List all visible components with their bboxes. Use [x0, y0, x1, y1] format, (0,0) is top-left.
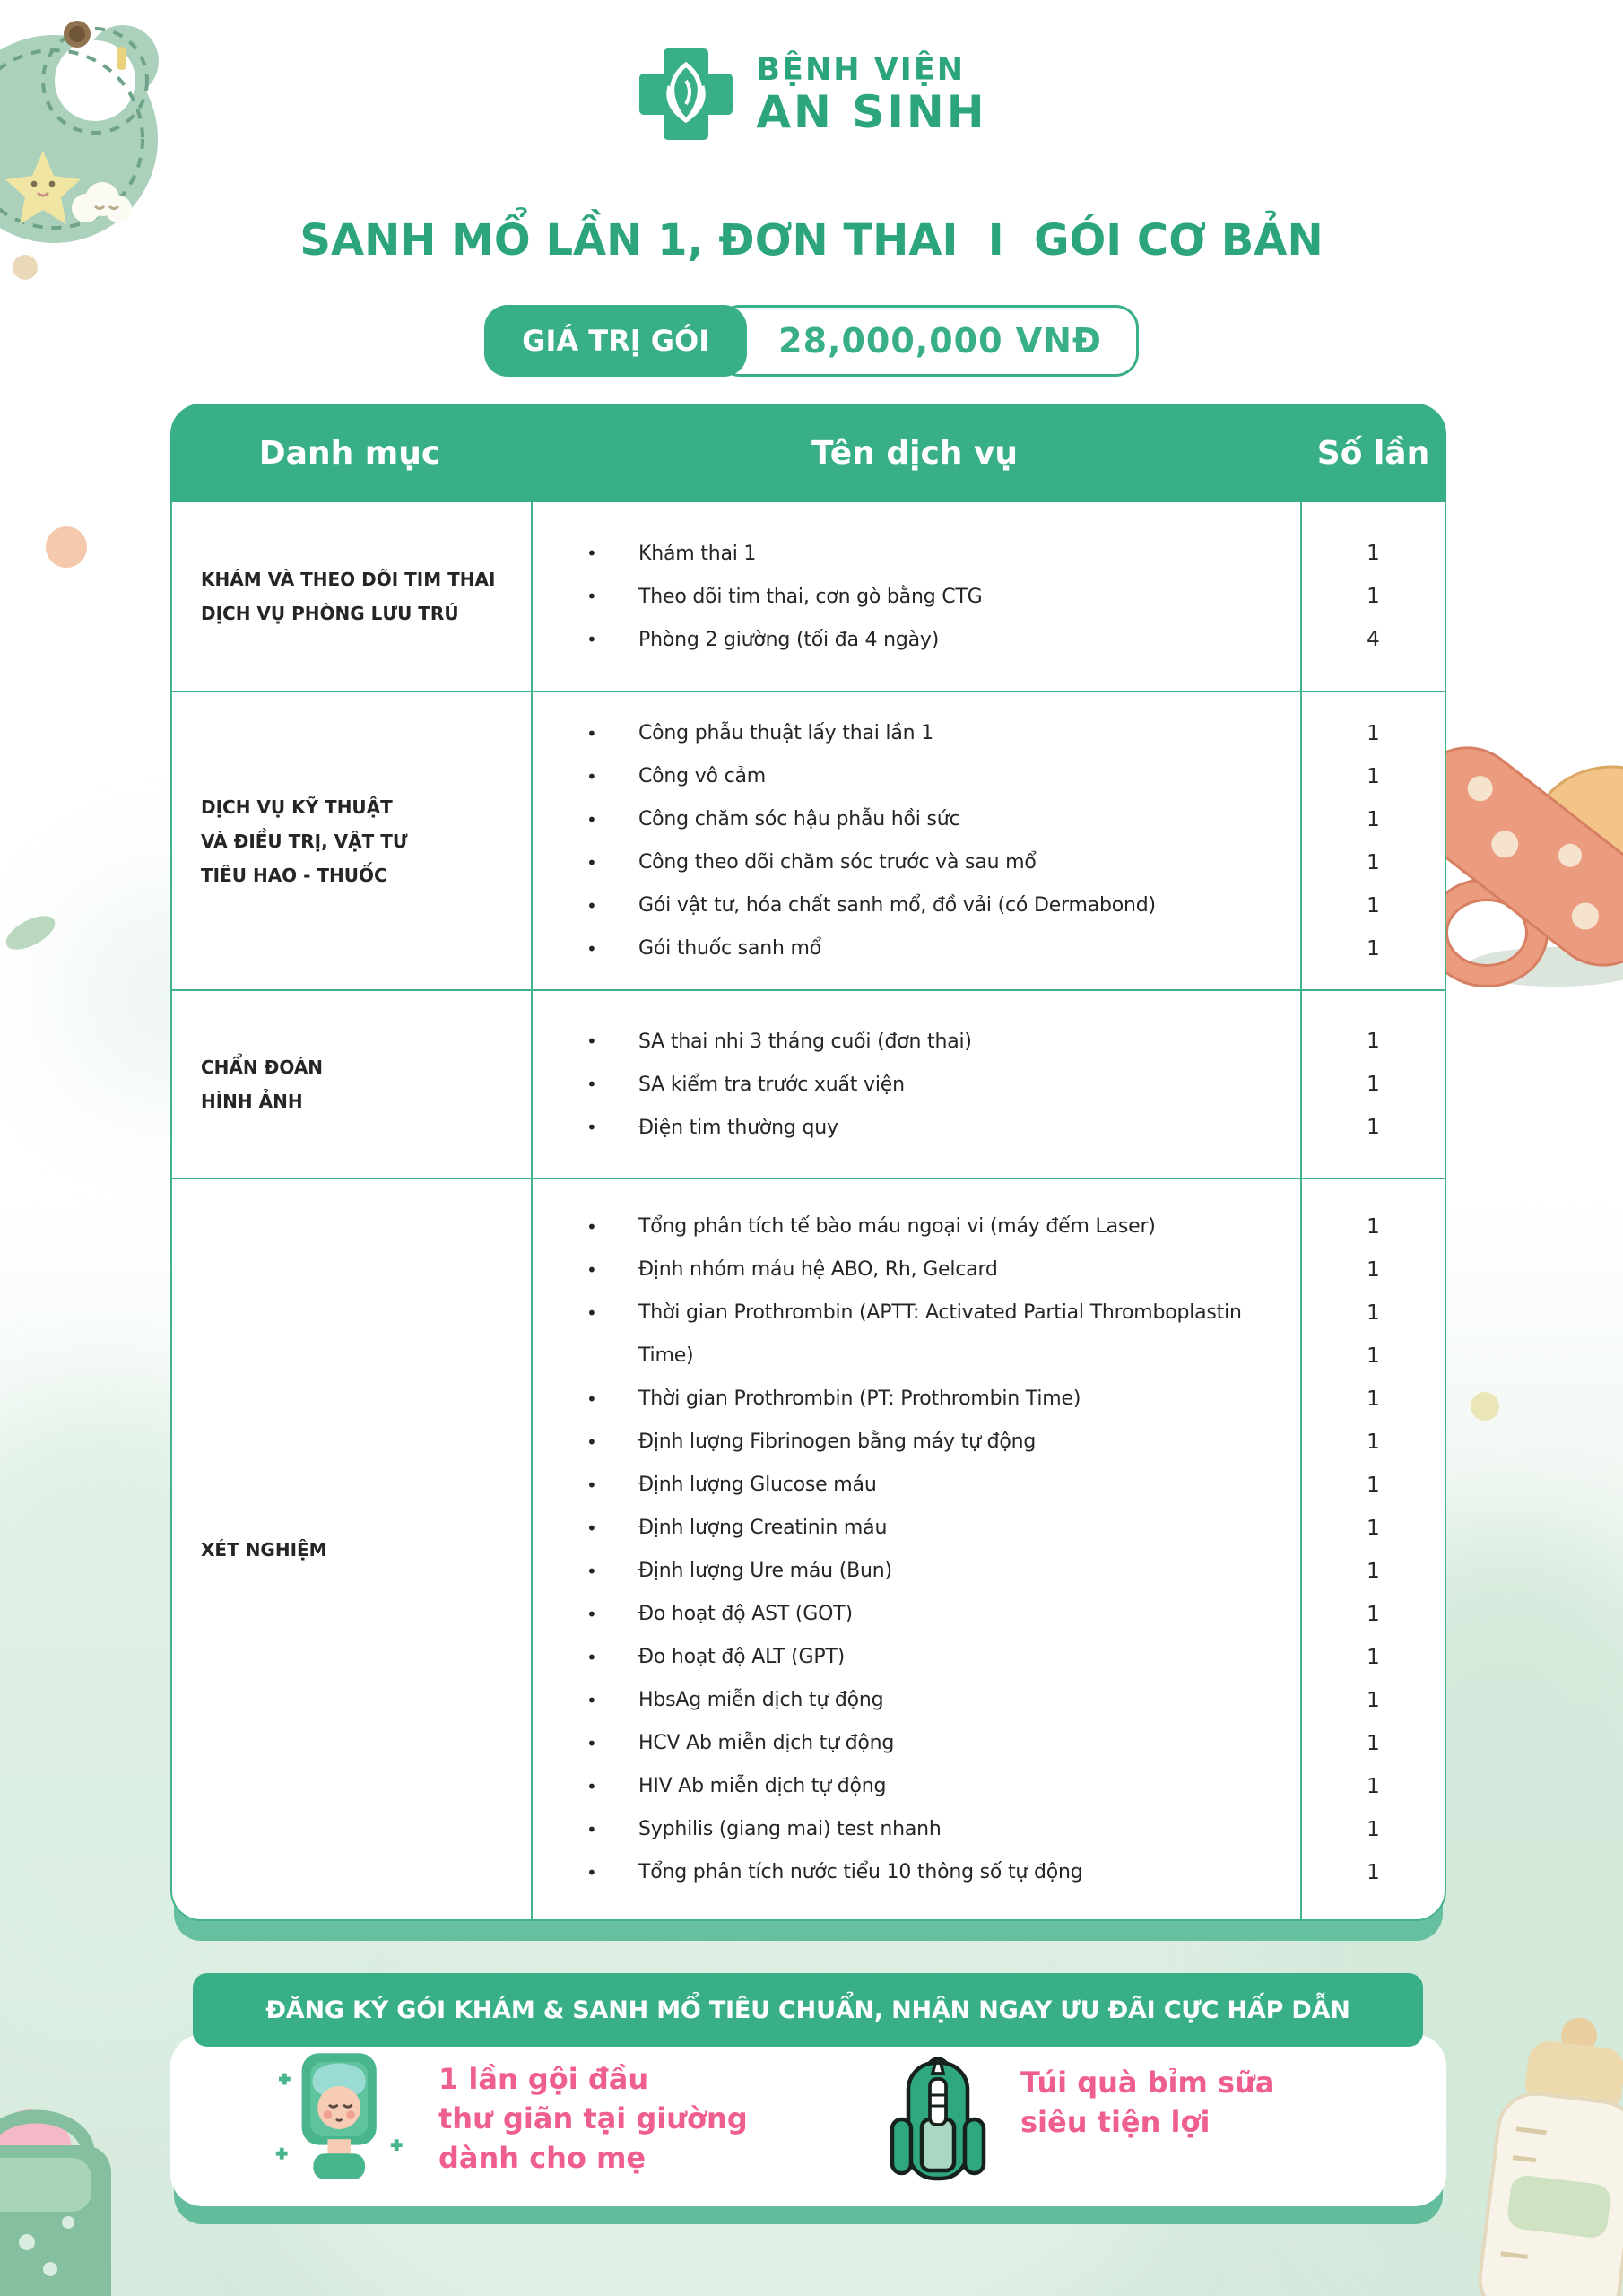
- category-cell: [172, 692, 531, 989]
- bullet-icon: •: [586, 1560, 597, 1582]
- service-item: [533, 1063, 1300, 1106]
- service-item: [533, 1335, 1300, 1378]
- service-label: Định lượng Glucose máu: [638, 1474, 877, 1496]
- count-column: [1300, 692, 1445, 989]
- service-label: Gói vật tư, hóa chất sanh mổ, đồ vải (có Dermabond): [638, 894, 1156, 917]
- service-label: Công vô cảm: [638, 765, 767, 787]
- service-count: 1: [1367, 1516, 1380, 1540]
- count-column: [1300, 502, 1445, 691]
- hospital-name: [756, 52, 986, 136]
- service-label: Định nhóm máu hệ ABO, Rh, Gelcard: [638, 1258, 998, 1281]
- promo-banner: ĐĂNG KÝ GÓI KHÁM & SANH MỔ TIÊU CHUẨN, NHẬN NGAY ƯU ĐÃI CỰC HẤP DẪN: [193, 1973, 1423, 2047]
- table-section: [172, 502, 1445, 691]
- promo-item-hair-wash: [265, 2050, 748, 2194]
- hospital-logo: [0, 45, 1623, 144]
- service-label: Gói thuốc sanh mổ: [638, 937, 821, 960]
- bullet-icon: •: [586, 937, 597, 960]
- service-count: 1: [1367, 1387, 1380, 1411]
- service-label: Công phẫu thuật lấy thai lần 1: [638, 722, 933, 744]
- package-title: SANH MỔ LẦN 1, ĐƠN THAI I GÓI CƠ BẢN: [299, 215, 1324, 265]
- table-header-row: [170, 404, 1446, 502]
- service-count: 1: [1367, 850, 1380, 874]
- count-column: [1300, 1179, 1445, 1919]
- service-column: [531, 991, 1300, 1178]
- service-item: [533, 1378, 1300, 1421]
- service-label: Công theo dõi chăm sóc trước và sau mổ: [638, 851, 1037, 874]
- service-label: Theo dõi tim thai, cơn gò bằng CTG: [638, 585, 983, 608]
- service-count: 1: [1367, 1688, 1380, 1712]
- table-section: [172, 1178, 1445, 1919]
- bullet-icon: •: [586, 629, 597, 650]
- service-label: Định lượng Creatinin máu: [638, 1517, 888, 1539]
- service-item: [533, 798, 1300, 841]
- bullet-icon: •: [586, 765, 597, 787]
- category-label: HÌNH ẢNH: [201, 1091, 303, 1112]
- service-label: HbsAg miễn dịch tự động: [638, 1689, 884, 1711]
- service-count: 1: [1367, 1473, 1380, 1497]
- service-label: HIV Ab miễn dịch tự động: [638, 1775, 887, 1797]
- service-item: [533, 1765, 1300, 1808]
- service-label: SA thai nhi 3 tháng cuối (đơn thai): [638, 1030, 972, 1053]
- header-service: Tên dịch vụ: [811, 434, 1019, 472]
- service-count: 1: [1367, 542, 1380, 565]
- service-count: 1: [1367, 936, 1380, 961]
- service-item: [533, 1205, 1300, 1248]
- category-label: TIÊU HAO - THUỐC: [201, 864, 387, 886]
- service-count: 1: [1367, 1257, 1380, 1282]
- bullet-icon: •: [586, 1431, 597, 1453]
- service-count: 1: [1367, 1774, 1380, 1798]
- diaper-bag-icon: [879, 2054, 997, 2190]
- service-count: 1: [1367, 1860, 1380, 1884]
- bullet-icon: •: [586, 586, 597, 607]
- service-item: [533, 1507, 1300, 1550]
- promo-line: dành cho mẹ: [438, 2141, 647, 2175]
- service-label: Định lượng Ure máu (Bun): [638, 1560, 892, 1582]
- service-label: Đo hoạt độ ALT (GPT): [638, 1646, 846, 1668]
- service-count: 1: [1367, 1116, 1380, 1139]
- bullet-icon: •: [586, 1689, 597, 1711]
- service-item: [533, 1636, 1300, 1679]
- count-column: [1300, 991, 1445, 1178]
- service-label: Định lượng Fibrinogen bằng máy tự động: [638, 1431, 1037, 1453]
- category-label: DỊCH VỤ PHÒNG LƯU TRÚ: [201, 603, 459, 624]
- service-count: 1: [1367, 893, 1380, 918]
- service-item: [533, 1722, 1300, 1765]
- category-cell: [172, 502, 531, 691]
- service-count: 1: [1367, 1030, 1380, 1053]
- service-label: Time): [638, 1344, 694, 1367]
- service-count: 1: [1367, 1817, 1380, 1841]
- hospital-cross-icon: [636, 45, 736, 144]
- bullet-icon: •: [586, 1215, 597, 1238]
- service-column: [531, 502, 1300, 691]
- bullet-icon: •: [586, 851, 597, 874]
- service-item: [533, 532, 1300, 575]
- service-item: [533, 575, 1300, 618]
- bullet-icon: •: [586, 1646, 597, 1668]
- service-item: [533, 1464, 1300, 1507]
- price-label: GIÁ TRỊ GÓI: [484, 305, 747, 377]
- service-label: Tổng phân tích nước tiểu 10 thông số tự động: [638, 1861, 1083, 1883]
- hospital-name-line2: AN SINH: [756, 86, 987, 138]
- price-badge: [0, 305, 1623, 377]
- service-item: [533, 712, 1300, 755]
- service-count: 4: [1367, 628, 1380, 651]
- service-item: [533, 618, 1300, 661]
- table-section: [172, 989, 1445, 1178]
- service-label: Syphilis (giang mai) test nhanh: [638, 1818, 942, 1840]
- promo-line: thư giãn tại giường: [438, 2101, 748, 2135]
- bullet-icon: •: [586, 1258, 597, 1281]
- service-item: [533, 1808, 1300, 1851]
- service-item: [533, 1106, 1300, 1149]
- bullet-icon: •: [586, 1301, 597, 1324]
- service-count: 1: [1367, 1073, 1380, 1096]
- service-label: Khám thai 1: [638, 542, 757, 565]
- service-label: Công chăm sóc hậu phẫu hồi sức: [638, 808, 960, 831]
- bullet-icon: •: [586, 1474, 597, 1496]
- price-value: 28,000,000 VNĐ: [716, 305, 1139, 377]
- bullet-icon: •: [586, 1732, 597, 1754]
- bullet-icon: •: [586, 1031, 597, 1052]
- service-count: 1: [1367, 1300, 1380, 1325]
- bullet-icon: •: [586, 1775, 597, 1797]
- service-count: 1: [1367, 585, 1380, 608]
- service-column: [531, 1179, 1300, 1919]
- service-label: Tổng phân tích tế bào máu ngoại vi (máy đếm Laser): [638, 1215, 1156, 1238]
- category-label: XÉT NGHIỆM: [201, 1538, 327, 1561]
- service-count: 1: [1367, 1344, 1380, 1368]
- service-count: 1: [1367, 721, 1380, 745]
- table-body: [170, 502, 1446, 1921]
- service-count: 1: [1367, 764, 1380, 788]
- service-item: [533, 1851, 1300, 1894]
- service-count: 1: [1367, 807, 1380, 831]
- hospital-name-line1: BỆNH VIỆN: [756, 52, 966, 88]
- service-count: 1: [1367, 1559, 1380, 1583]
- category-cell: [172, 1179, 531, 1919]
- category-label: CHẨN ĐOÁN: [201, 1057, 324, 1078]
- service-item: [533, 927, 1300, 970]
- promo-line: siêu tiện lợi: [1020, 2105, 1211, 2139]
- category-label: KHÁM VÀ THEO DÕI TIM THAI: [201, 569, 496, 590]
- bullet-icon: •: [586, 808, 597, 831]
- hair-wash-icon: [265, 2050, 415, 2194]
- service-label: Điện tim thường quy: [638, 1116, 838, 1139]
- service-count: 1: [1367, 1214, 1380, 1239]
- category-label: VÀ ĐIỀU TRỊ, VẬT TƯ: [201, 830, 408, 852]
- promo-line: Túi quà bỉm sữa: [1020, 2066, 1275, 2100]
- service-count: 1: [1367, 1430, 1380, 1454]
- header-count: Số lần: [1316, 434, 1430, 472]
- service-label: SA kiểm tra trước xuất viện: [638, 1073, 905, 1096]
- category-cell: [172, 991, 531, 1178]
- service-count: 1: [1367, 1602, 1380, 1626]
- services-table: [170, 404, 1446, 1921]
- service-item: [533, 841, 1300, 884]
- header-category: Danh mục: [258, 434, 441, 472]
- service-label: Đo hoạt độ AST (GOT): [638, 1603, 853, 1625]
- service-column: [531, 692, 1300, 989]
- promo-item-gift-bag: [879, 2054, 1274, 2190]
- service-count: 1: [1367, 1645, 1380, 1669]
- promo-box: [170, 2034, 1446, 2206]
- service-label: HCV Ab miễn dịch tự động: [638, 1732, 895, 1754]
- promo-text: [1020, 2063, 1274, 2142]
- category-label: DỊCH VỤ KỸ THUẬT: [201, 796, 393, 818]
- service-item: [533, 1550, 1300, 1593]
- service-item: [533, 755, 1300, 798]
- bullet-icon: •: [586, 1074, 597, 1095]
- service-item: [533, 1292, 1300, 1335]
- bullet-icon: •: [586, 543, 597, 564]
- service-label: Phòng 2 giường (tối đa 4 ngày): [638, 628, 940, 651]
- bullet-icon: •: [586, 1861, 597, 1883]
- bullet-icon: •: [586, 1387, 597, 1410]
- bullet-icon: •: [586, 722, 597, 744]
- service-label: Thời gian Prothrombin (APTT: Activated Partial Thromboplastin: [638, 1301, 1242, 1324]
- service-item: [533, 1679, 1300, 1722]
- service-count: 1: [1367, 1731, 1380, 1755]
- service-item: [533, 1248, 1300, 1292]
- service-item: [533, 1593, 1300, 1636]
- service-item: [533, 1020, 1300, 1063]
- bullet-icon: •: [586, 894, 597, 917]
- bullet-icon: •: [586, 1517, 597, 1539]
- bullet-icon: •: [586, 1603, 597, 1625]
- bullet-icon: •: [586, 1818, 597, 1840]
- table-section: [172, 691, 1445, 989]
- service-label: Thời gian Prothrombin (PT: Prothrombin Time): [638, 1387, 1081, 1410]
- promo-line: 1 lần gội đầu: [438, 2062, 649, 2096]
- promo-text: [438, 2059, 748, 2178]
- service-item: [533, 1421, 1300, 1464]
- bullet-icon: •: [586, 1117, 597, 1138]
- service-item: [533, 884, 1300, 927]
